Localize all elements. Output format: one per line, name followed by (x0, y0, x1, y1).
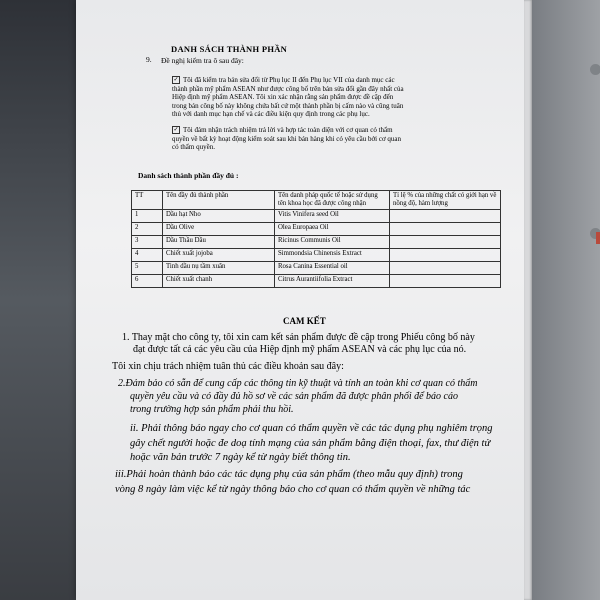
cell-tt: 4 (132, 249, 163, 262)
cell-tt: 2 (132, 223, 163, 236)
header-percentage: Tỉ lệ % của những chất có giới hạn về nồng độ, hàm lượng (390, 191, 501, 210)
commitment-line: Tôi xin chịu trách nhiệm tuân thủ các điều khoản sau đây: (112, 361, 344, 372)
cell-name: Tinh dầu nụ tầm xuân (163, 262, 275, 275)
cell-inci: Ricinus Communis Oil (275, 236, 390, 249)
cell-tt: 5 (132, 262, 163, 275)
section-number: 9. (146, 55, 152, 64)
table-header-row (132, 191, 501, 210)
cell-tt: 1 (132, 210, 163, 223)
check-paragraph-1: ✓ Tôi đã kiểm tra bản sửa đổi từ Phụ lục II đến Phụ lục VII của danh mục các thành phần mỹ phẩm ASEAN như được công bố trên bản sửa đổi gần đây nhất của Hiệp định mỹ phẩm ASEAN. Tôi xin xác nhận rằng sản phẩm được đề cập đến trong bản công bố này không chứa bất cứ một thành phần bị cấm nào và cũng tuân thủ với danh mục hạn chế và các điều kiện quy định trong các phụ lục. (172, 76, 404, 119)
table-row (132, 223, 501, 236)
commitment-line: quyền yêu cầu và có đầy đủ hồ sơ về các sản phẩm đã được phân phối để báo cáo (130, 391, 458, 402)
ingredients-table (131, 190, 501, 288)
cell-percent (390, 275, 501, 288)
header-inci-name: Tên danh pháp quốc tế hoặc sử dụng tên khoa học đã được công nhận (275, 191, 390, 210)
cell-name: Dầu Thầu Dầu (163, 236, 275, 249)
cell-inci: Citrus Aurantiifolia Extract (275, 275, 390, 288)
commitment-line: ii. Phải thông báo ngay cho cơ quan có thẩm quyền về các tác dụng phụ nghiêm trọng (130, 423, 493, 434)
cell-percent (390, 249, 501, 262)
table-row (132, 210, 501, 223)
commitment-line: hoặc văn bản trước 7 ngày kể từ ngày biết thông tin. (130, 452, 351, 463)
cell-percent (390, 210, 501, 223)
commitment-line: gây chết người hoặc đe doạ tính mạng của sản phẩm bằng điện thoại, fax, thư điện tử (130, 438, 491, 449)
cell-inci: Rosa Canina Essential oil (275, 262, 390, 275)
cell-name: Dầu Olive (163, 223, 275, 236)
cell-name: Chiết xuất jojoba (163, 249, 275, 262)
cell-name: Dầu hạt Nho (163, 210, 275, 223)
cell-percent (390, 223, 501, 236)
commitment-line: iii.Phải hoàn thành báo các tác dụng phụ của sản phẩm (theo mẫu quy định) trong (115, 469, 463, 480)
document-title: DANH SÁCH THÀNH PHẦN (171, 44, 288, 54)
checkbox-checked-icon: ✓ (173, 77, 179, 84)
request-line: Đề nghị kiểm tra ô sau đây: (161, 56, 244, 65)
table-row (132, 275, 501, 288)
commitment-line: vòng 8 ngày làm việc kể từ ngày thông báo cho cơ quan có thẩm quyền về những tác (115, 484, 471, 495)
cell-percent (390, 236, 501, 249)
cell-name: Chiết xuất chanh (163, 275, 275, 288)
commitment-line: 1. Thay mặt cho công ty, tôi xin cam kết sản phẩm được đề cập trong Phiếu công bố này (122, 332, 475, 343)
table-row (132, 262, 501, 275)
table-row (132, 236, 501, 249)
cell-tt: 6 (132, 275, 163, 288)
commitment-line: trong trường hợp sản phẩm phải thu hồi. (130, 404, 294, 415)
paper-edge (524, 0, 532, 600)
cell-inci: Simmondsia Chinensis Extract (275, 249, 390, 262)
cell-inci: Vitis Vinifera seed Oil (275, 210, 390, 223)
header-full-name: Tên đầy đủ thành phần (163, 191, 275, 210)
punch-hole (590, 64, 600, 75)
red-mark (596, 232, 600, 244)
full-list-title: Danh sách thành phần đầy đủ : (138, 171, 239, 180)
check-paragraph-2: ✓ Tôi đảm nhận trách nhiệm trả lời và hợp tác toàn diện với cơ quan có thẩm quyền về bất kỳ hoạt động kiểm soát sau khi bán hàng khi có yêu cầu bởi cơ quan có thẩm quyền. (172, 126, 402, 152)
table-row (132, 249, 501, 262)
cell-tt: 3 (132, 236, 163, 249)
header-tt: TT (132, 191, 163, 210)
commitment-title: CAM KẾT (283, 316, 326, 326)
checkbox-checked-icon: ✓ (173, 127, 179, 134)
cell-inci: Olea Europaea Oil (275, 223, 390, 236)
commitment-line: đạt được tất cả các yêu cầu của Hiệp định mỹ phẩm ASEAN và các phụ lục của nó. (133, 344, 467, 355)
commitment-line: 2.Đảm bảo có sẵn để cung cấp các thông tin kỹ thuật và tính an toàn khi cơ quan có thẩm (118, 378, 478, 389)
cell-percent (390, 262, 501, 275)
